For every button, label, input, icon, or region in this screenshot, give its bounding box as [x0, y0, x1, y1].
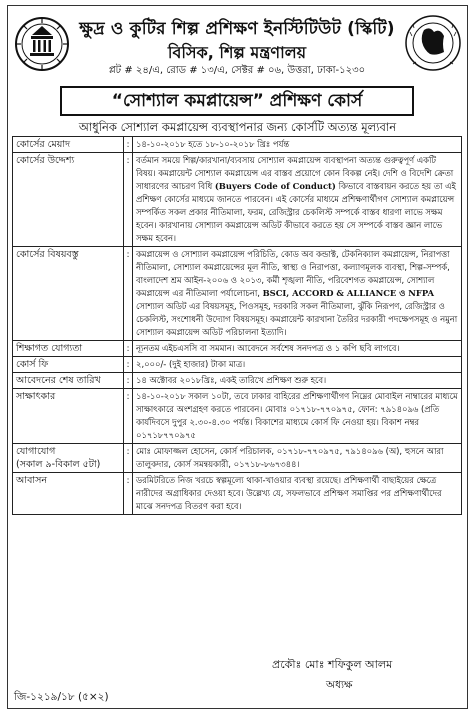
row-value: ২,০০০/- (দুই হাজার) টাকা মাত্র। — [133, 357, 462, 373]
bold-term: BSCI, ACCORD & ALLIANCE ও NFPA — [262, 288, 435, 298]
table-row: কোর্সের মেয়াদ : ১৪-১০-২০১৮ হতে ১৮-১০-২০১৮ খ্রিঃ পর্যন্ত — [13, 137, 462, 153]
row-label: কোর্সের মেয়াদ — [13, 137, 124, 153]
signatory-name: প্রকৌঃ মোঃ শফিকুল আলম — [272, 658, 393, 671]
row-label: আবাসন — [13, 473, 124, 515]
address: প্লট # ২৪/এ, রোড # ১৩/এ, সেক্টর # ০৬, উত্তরা, ঢাকা-১২৩০ — [108, 65, 366, 76]
table-row: সাক্ষাৎকার : ১৪-১০-২০১৮ সকাল ১০টা, তবে ঢাকার বাহিরের প্রশিক্ষণার্থীগণ নিম্নের মোবাইল নাম্বারের মাধ্যমে সাক্ষাৎকারে অংশগ্রহণ করতে পারবেন। মোবাঃ ০১৭১৮-৭৭০৯৭৫, ফোন: ৭৯১৪০৯৬ (প্রতি কার্যদিবসে দুপুর ২.৩০-৪.৩০ পর্যন্ত। বিকাশের মাধ্যমে কোর্স ফি নেওয়া হয়। বিকাশ নম্বর ০১৭১৮৭৭০৯৭৫ — [13, 389, 462, 444]
course-info-table — [12, 136, 462, 515]
bold-term: (Buyers Code of Conduct) — [214, 181, 336, 191]
row-value: ন্যূনতম এইচএসসি বা সমমান। আবেদনে সর্বশেষ সনদপত্র ও ১ কপি ছবি লাগবে। — [133, 341, 462, 357]
row-value: ডরমিটরিতে নিজ খরচে স্বল্পমূল্যে থাকা-খাওয়ার ব্যবস্থা রয়েছে। প্রশিক্ষণার্থী বাছাইয়ের ক্ষেত্রে নারীদের অগ্রাধিকার দেওয়া হবে। উল্লেখ্য যে, সফলভাবে প্রশিক্ষণ সমাপ্তির পর প্রশিক্ষণার্থীদের মাঝে সনদপত্র বিতরণ করা হবে। — [133, 473, 462, 515]
row-value: ১৪-১০-২০১৮ সকাল ১০টা, তবে ঢাকার বাহিরের প্রশিক্ষণার্থীগণ নিম্নের মোবাইল নাম্বারের মাধ্যমে সাক্ষাৎকারে অংশগ্রহণ করতে পারবেন। মোবাঃ ০১৭১৮-৭৭০৯৭৫, ফোন: ৭৯১৪০৯৬ (প্রতি কার্যদিবসে দুপুর ২.৩০-৪.৩০ পর্যন্ত। বিকাশের মাধ্যমে কোর্স ফি নেওয়া হয়। বিকাশ নম্বর ০১৭১৮৭৭০৯৭৫ — [133, 389, 462, 444]
table-row: যোগাযোগ (সকাল ৯-বিকাল ৫টা) : মোঃ মোফাজ্জল হোসেন, কোর্স পরিচালক, ০১৭১৮-৭৭০৯৭৫, ৭৯১৪০৯৬ (অ), হুসনে আরা তালুকদার, কোর্স সমন্বয়কারী, ০১৭১৮-৮৬৭৩৪৪। — [13, 444, 462, 473]
row-value: কমপ্লায়েন্স ও সোশ্যাল কমপ্লায়েন্স পরিচিতি, কোড অব কন্ডাক্ট, টেকনিক্যাল কমপ্লায়েন্স, নিরাপত্তা নীতিমালা, সোশ্যাল কমপ্লায়েন্সের মূল নীতি, স্বাস্থ্য ও নিরাপত্তা, কল্যাণমূলক ব্যবস্থা, শিল্প-সম্পর্ক, বাংলাদেশ শ্রম আইন-২০০৬ ও ২০১৩, কর্মী শৃঙ্খলা নীতি, পরিবেশগত কমপ্লায়েন্স, সোশ্যাল কমপ্লায়েন্স এর নীতিমালা পর্যালোচনা, BSCI, ACCORD & ALLIANCE ও NFPA সোশ্যাল অডিট এর বিষয়সমূহ, পিওসমূহ, দরকারি সকল নীতিমালা, ঝুঁকি নিরূপণ, রেজিস্ট্রার ও চেকলিস্ট, সংশোধনী উদ্যোগ বিষয়সমূহ। কমপ্লায়েন্ট কারখানা তৈরির দরকারী পদক্ষেপসমূহ ও নমুনা সোশ্যাল কমপ্লায়েন্স অডিট পরিচালনা ইত্যাদি। — [133, 247, 462, 341]
table-row: আবাসন : ডরমিটরিতে নিজ খরচে স্বল্পমূল্যে থাকা-খাওয়ার ব্যবস্থা রয়েছে। প্রশিক্ষণার্থী বাছাইয়ের ক্ষেত্রে নারীদের অগ্রাধিকার দেওয়া হবে। উল্লেখ্য যে, সফলভাবে প্রশিক্ষণ সমাপ্তির পর প্রশিক্ষণার্থীদের মাঝে সনদপত্র বিতরণ করা হবে। — [13, 473, 462, 515]
table-row: কোর্সের উদ্দেশ্য : বর্তমান সময়ে শিল্প/কারখানা/ব্যবসায় সোশ্যাল কমপ্লায়েন্স ব্যবস্থাপনা অত্যন্ত গুরুত্বপূর্ণ একটি বিষয়। কমপ্লায়েন্ট সোশ্যাল কমপ্লায়েন্স এর বাস্তব প্রয়োগে কোন বিকল্প নেই। দেশি ও বিদেশি ক্রেতা সাধারণের আচরণ বিধি (Buyers Code of Conduct) কিভাবে বাস্তবায়ন করতে হয় তা এই প্রশিক্ষণ কোর্সের মাধ্যমে জানতে পারবেন। এই কোর্সের মাধ্যমে প্রশিক্ষণার্থীগণ সোশ্যাল কমপ্লায়েন্স সম্পর্কিত সকল প্রকার নীতিমালা, ফরম, রেজিস্ট্রার চেকলিস্ট সম্পর্কে বাস্তব ধারণা লাভে সক্ষম হবেন। কারখানায় সোশ্যাল কমপ্লায়েন্স অডিট কীভাবে করতে হয় সে সম্পর্কে বাস্তব জ্ঞান লাভে সক্ষম হবেন। — [13, 153, 462, 247]
row-value: বর্তমান সময়ে শিল্প/কারখানা/ব্যবসায় সোশ্যাল কমপ্লায়েন্স ব্যবস্থাপনা অত্যন্ত গুরুত্বপূর্ণ একটি বিষয়। কমপ্লায়েন্ট সোশ্যাল কমপ্লায়েন্স এর বাস্তব প্রয়োগে কোন বিকল্প নেই। দেশি ও বিদেশি ক্রেতা সাধারণের আচরণ বিধি (Buyers Code of Conduct) কিভাবে বাস্তবায়ন করতে হয় তা এই প্রশিক্ষণ কোর্সের মাধ্যমে জানতে পারবেন। এই কোর্সের মাধ্যমে প্রশিক্ষণার্থীগণ সোশ্যাল কমপ্লায়েন্স সম্পর্কিত সকল প্রকার নীতিমালা, ফরম, রেজিস্ট্রার চেকলিস্ট সম্পর্কে বাস্তব ধারণা লাভে সক্ষম হবেন। কারখানায় সোশ্যাল কমপ্লায়েন্স অডিট কীভাবে করতে হয় সে সম্পর্কে বাস্তব জ্ঞান লাভে সক্ষম হবেন। — [133, 153, 462, 247]
row-label: কোর্স ফি — [13, 357, 124, 373]
table-row: কোর্স ফি : ২,০০০/- (দুই হাজার) টাকা মাত্র। — [13, 357, 462, 373]
table-row: কোর্সের বিষয়বস্তু : কমপ্লায়েন্স ও সোশ্যাল কমপ্লায়েন্স পরিচিতি, কোড অব কন্ডাক্ট, টেকনিক্যাল কমপ্লায়েন্স, নিরাপত্তা নীতিমালা, সোশ্যাল কমপ্লায়েন্সের মূল নীতি, স্বাস্থ্য ও নিরাপত্তা, কল্যাণমূলক ব্যবস্থা, শিল্প-সম্পর্ক, বাংলাদেশ শ্রম আইন-২০০৬ ও ২০১৩, কর্মী শৃঙ্খলা নীতি, পরিবেশগত কমপ্লায়েন্স, সোশ্যাল কমপ্লায়েন্স এর নীতিমালা পর্যালোচনা, BSCI, ACCORD & ALLIANCE ও NFPA সোশ্যাল অডিট এর বিষয়সমূহ, পিওসমূহ, দরকারি সকল নীতিমালা, ঝুঁকি নিরূপণ, রেজিস্ট্রার ও চেকলিস্ট, সংশোধনী উদ্যোগ বিষয়সমূহ। কমপ্লায়েন্ট কারখানা তৈরির দরকারী পদক্ষেপসমূহ ও নমুনা সোশ্যাল কমপ্লায়েন্স অডিট পরিচালনা ইত্যাদি। — [13, 247, 462, 341]
row-label: সাক্ষাৎকার — [13, 389, 124, 444]
org-name: ক্ষুদ্র ও কুটির শিল্প প্রশিক্ষণ ইনস্টিটিউট (স্কিটি) — [79, 19, 395, 39]
table-row: শিক্ষাগত যোগ্যতা : ন্যূনতম এইচএসসি বা সমমান। আবেদনে সর্বশেষ সনদপত্র ও ১ কপি ছবি লাগবে। — [13, 341, 462, 357]
course-title-banner: “সোশ্যাল কমপ্লায়েন্স” প্রশিক্ষণ কোর্স — [60, 86, 414, 116]
table-row: আবেদনের শেষ তারিখ : ১৪ অক্টোবর ২০১৮খ্রিঃ, একই তারিখে প্রশিক্ষণ শুরু হবে। — [13, 373, 462, 389]
government-emblem-icon — [404, 14, 462, 72]
row-label: কোর্সের উদ্দেশ্য — [13, 153, 124, 247]
ministry-name: বিসিক, শিল্প মন্ত্রণালয় — [167, 43, 307, 62]
signatory-designation: অধ্যক্ষ — [326, 679, 353, 691]
row-value: ১৪-১০-২০১৮ হতে ১৮-১০-২০১৮ খ্রিঃ পর্যন্ত — [133, 137, 462, 153]
row-label: যোগাযোগ (সকাল ৯-বিকাল ৫টা) — [13, 444, 124, 473]
row-value: ১৪ অক্টোবর ২০১৮খ্রিঃ, একই তারিখে প্রশিক্ষণ শুরু হবে। — [133, 373, 462, 389]
row-value: মোঃ মোফাজ্জল হোসেন, কোর্স পরিচালক, ০১৭১৮-৭৭০৯৭৫, ৭৯১৪০৯৬ (অ), হুসনে আরা তালুকদার, কোর্স সমন্বয়কারী, ০১৭১৮-৮৬৭৩৪৪। — [133, 444, 462, 473]
subtitle: আধুনিক সোশ্যাল কমপ্লায়েন্স ব্যবস্থাপনার জন্য কোর্সটি অত্যন্ত মূল্যবান — [78, 120, 397, 134]
row-label: শিক্ষাগত যোগ্যতা — [13, 341, 124, 357]
institute-logo-icon — [14, 16, 70, 72]
row-label: আবেদনের শেষ তারিখ — [13, 373, 124, 389]
row-label: কোর্সের বিষয়বস্তু — [13, 247, 124, 341]
reference-number: জি-১২১৯/১৮ (৫×২) — [14, 691, 109, 703]
